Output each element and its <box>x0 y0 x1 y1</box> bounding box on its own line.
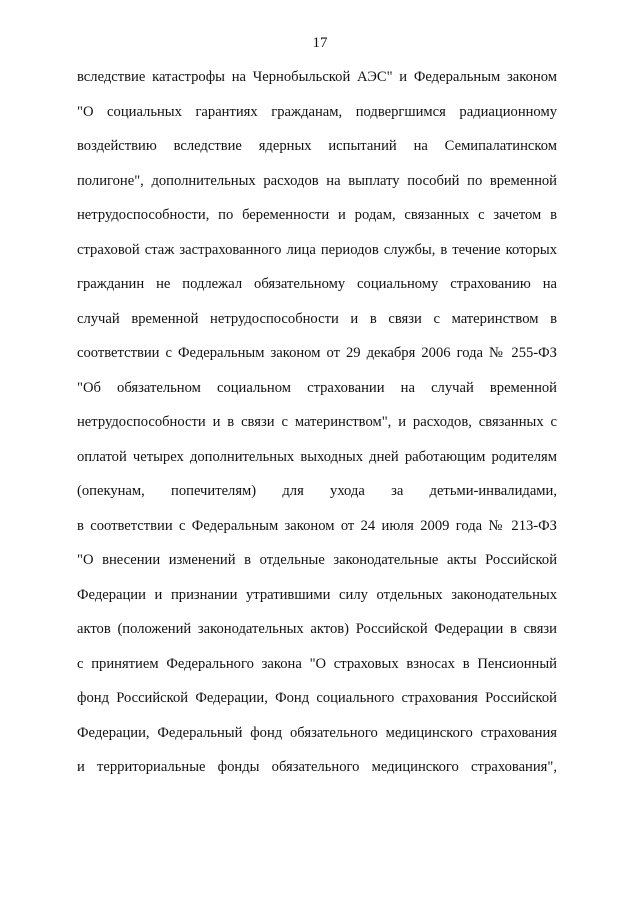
text-line-20: Федерации, Федеральный фонд обязательного медицинского страхования <box>77 724 557 741</box>
text-line-19: фонд Российской Федерации, Фонд социального страхования Российской <box>77 690 557 706</box>
document-body <box>77 67 557 792</box>
text-line-1: вследствие катастрофы на Чернобыльской АЭС" и Федеральным законом <box>77 69 557 85</box>
text-line-17: актов (положений законодательных актов) Российской Федерации в связи <box>77 621 557 637</box>
text-line-9: соответствии с Федеральным законом от 29 декабря 2006 года № 255-ФЗ <box>77 345 557 361</box>
text-line-21: и территориальные фонды обязательного медицинского страхования", <box>77 759 557 775</box>
page-number: 17 <box>312 35 328 51</box>
text-line-12: оплатой четырех дополнительных выходных дней работающим родителям <box>77 448 557 465</box>
text-line-8: случай временной нетрудоспособности и в связи с материнством в <box>77 310 557 327</box>
text-line-13: (опекунам, попечителям) для ухода за детьми-инвалидами, <box>77 483 557 499</box>
text-line-6: страховой стаж застрахованного лица периодов службы, в течение которых <box>77 241 557 258</box>
text-line-7: гражданин не подлежал обязательному социальному страхованию на <box>77 276 557 292</box>
text-line-11: нетрудоспособности и в связи с материнством", и расходов, связанных с <box>77 414 557 430</box>
text-line-18: с принятием Федерального закона "О страховых взносах в Пенсионный <box>77 655 557 672</box>
text-line-3: воздействию вследствие ядерных испытаний на Семипалатинском <box>77 138 557 154</box>
text-line-10: "Об обязательном социальном страховании на случай временной <box>77 379 557 396</box>
text-line-4: полигоне", дополнительных расходов на выплату пособий по временной <box>77 172 557 189</box>
text-line-5: нетрудоспособности, по беременности и родам, связанных с зачетом в <box>77 207 557 223</box>
text-line-14: в соответствии с Федеральным законом от 24 июля 2009 года № 213-ФЗ <box>77 517 557 534</box>
text-line-2: "О социальных гарантиях гражданам, подвергшимся радиационному <box>77 103 557 120</box>
text-line-16: Федерации и признании утратившими силу отдельных законодательных <box>77 586 557 603</box>
text-line-15: "О внесении изменений в отдельные законодательные акты Российской <box>77 552 557 568</box>
